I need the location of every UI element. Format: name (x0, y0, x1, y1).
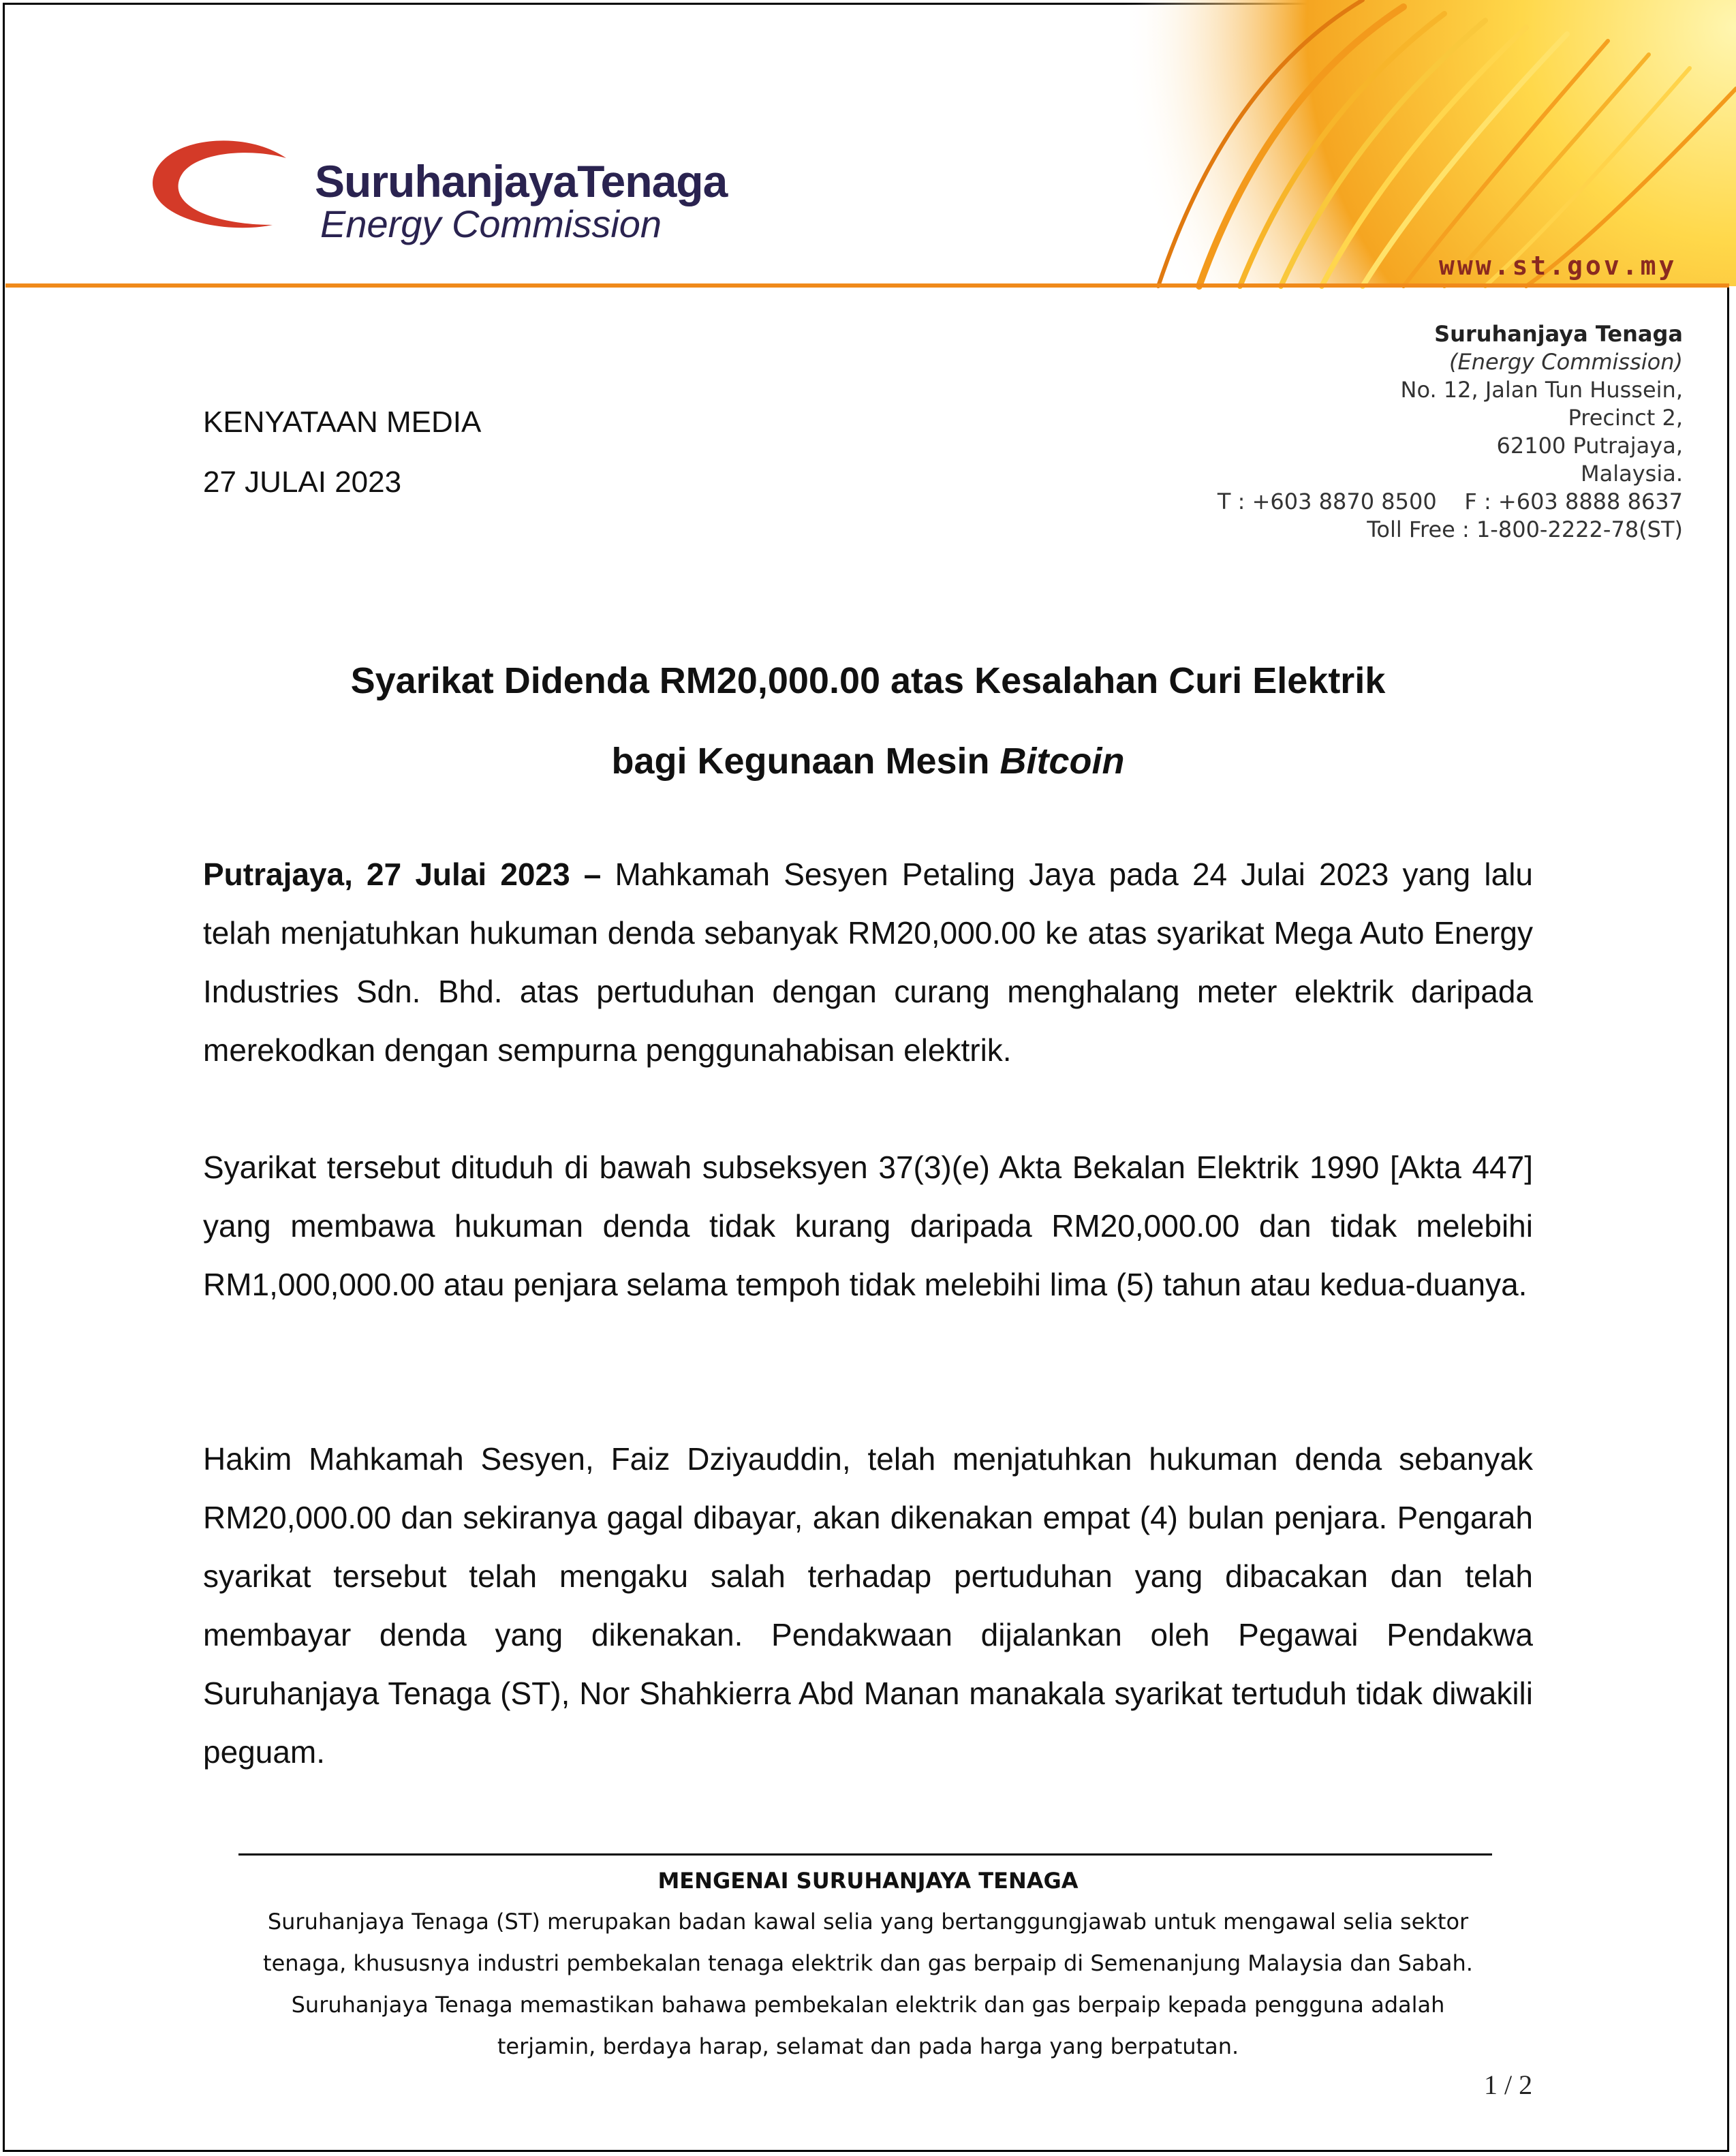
about-line-2: tenaga, khususnya industri pembekalan tenaga elektrik dan gas berpaip di Semenanjung Malaysia dan Sabah. (263, 1950, 1473, 1976)
address-precinct: Precinct 2, (1568, 405, 1683, 431)
address-phone-fax: T : +603 8870 8500 F : +603 8888 8637 (1217, 489, 1683, 514)
energy-commission-logo-icon (153, 140, 286, 228)
about-section (170, 1860, 1566, 2067)
paragraph-1-dateline: Putrajaya, 27 Julai 2023 – (203, 857, 602, 892)
address-toll-free: Toll Free : 1-800-2222-78(ST) (1367, 517, 1683, 542)
headline-bitcoin: Bitcoin (999, 741, 1125, 782)
address-org: Suruhanjaya Tenaga (1434, 321, 1683, 347)
about-line-1: Suruhanjaya Tenaga (ST) merupakan badan kawal selia yang bertanggungjawab untuk mengawal selia sektor (267, 1909, 1469, 1935)
paragraph-3: Hakim Mahkamah Sesyen, Faiz Dziyauddin, telah menjatuhkan hukuman denda sebanyak RM20,000.00 dan sekiranya gagal dibayar, akan dikenakan empat (4) bulan penjara. Pengarah syarikat tersebut telah mengaku salah terhadap pertuduhan yang dibacakan dan telah membayar denda yang dikenakan. Pendakwaan dijalankan oleh Pegawai Pendakwa Suruhanjaya Tenaga (ST), Nor Shahkierra Abd Manan manakala syarikat tertuduh tidak diwakili peguam. (203, 1441, 1533, 1770)
address-block (1218, 320, 1683, 544)
page-number: 1 / 2 (1484, 2069, 1533, 2100)
document-type: KENYATAAN MEDIA (203, 405, 482, 439)
document-heading (203, 392, 481, 512)
address-org-english: (Energy Commission) (1449, 349, 1683, 375)
paragraph-2: Syarikat tersebut dituduh di bawah subseksyen 37(3)(e) Akta Bekalan Elektrik 1990 [Akta 447] yang membawa hukuman denda tidak kurang daripada RM20,000.00 dan tidak melebihi RM1,000,000.00 atau penjara selama tempoh tidak melebihi lima (5) tahun atau kedua-duanya. (203, 1150, 1533, 1302)
address-street: No. 12, Jalan Tun Hussein, (1400, 377, 1683, 403)
footer-divider (238, 1853, 1492, 1855)
headline (0, 641, 1736, 801)
website-link[interactable]: www.st.gov.my (1439, 251, 1677, 281)
logo-title-malay: SuruhanjayaTenaga (315, 156, 728, 206)
logo-title-english: Energy Commission (320, 202, 662, 245)
about-line-4: terjamin, berdaya harap, selamat dan pada harga yang berpatutan. (497, 2033, 1239, 2059)
address-city: 62100 Putrajaya, (1496, 433, 1683, 459)
document-date: 27 JULAI 2023 (203, 465, 402, 499)
about-line-3: Suruhanjaya Tenaga memastikan bahawa pembekalan elektrik dan gas berpaip kepada pengguna adalah (291, 1992, 1445, 2018)
about-title: MENGENAI SURUHANJAYA TENAGA (657, 1868, 1079, 1894)
headline-line-2 (0, 721, 1736, 801)
address-country: Malaysia. (1581, 461, 1683, 487)
headline-line-2-text: bagi Kegunaan Mesin (611, 741, 1000, 782)
paragraph-1 (203, 845, 1533, 1079)
headline-line-1: Syarikat Didenda RM20,000.00 atas Kesalahan Curi Elektrik (350, 660, 1386, 701)
paragraph-1-text: Mahkamah Sesyen Petaling Jaya pada 24 Julai 2023 yang lalu telah menjatuhkan hukuman denda sebanyak RM20,000.00 ke atas syarikat Mega Auto Energy Industries Sdn. Bhd. atas pertuduhan dengan curang menghalang meter elektrik daripada merekodkan dengan sempurna penggunahabisan elektrik. (203, 857, 1534, 1068)
